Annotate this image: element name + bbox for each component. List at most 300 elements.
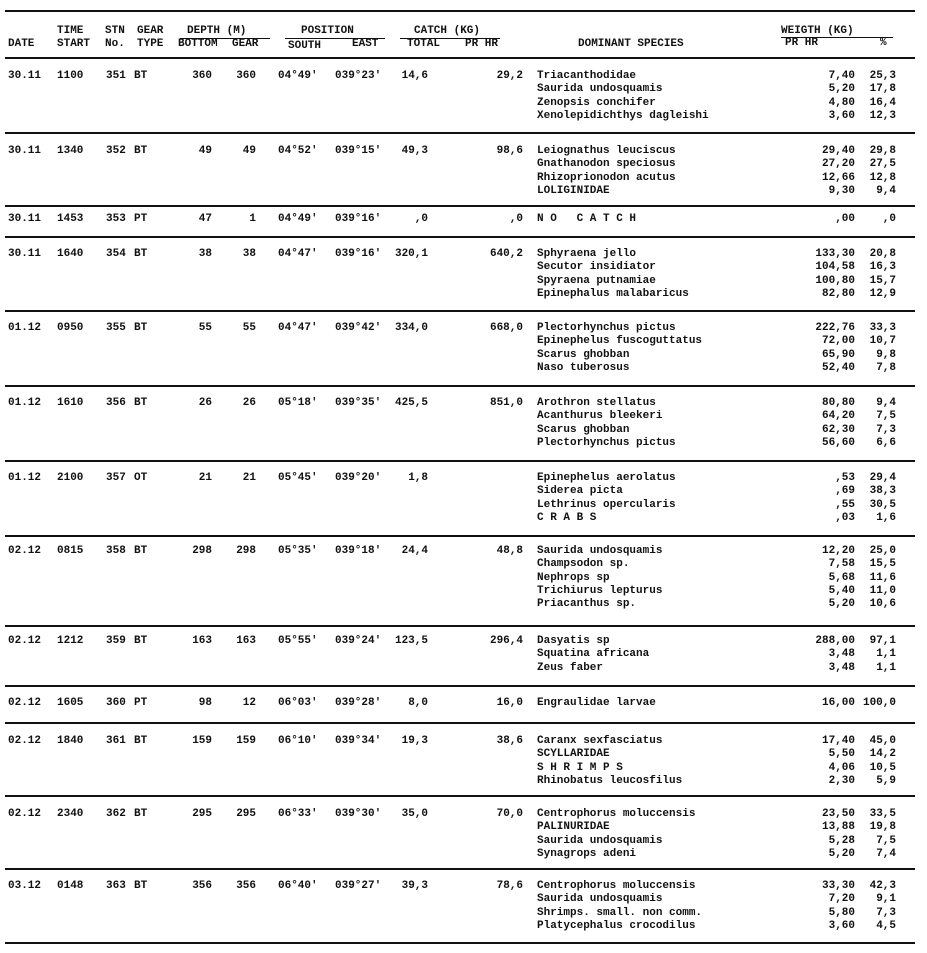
station-number-cell: 357	[106, 472, 126, 484]
gear-type-cell: BT	[134, 397, 148, 409]
row-separator	[5, 205, 915, 207]
species-weight-pct: 38,3	[869, 485, 896, 497]
date-cell: 01.12	[8, 472, 42, 484]
species-weight-pct: 17,8	[869, 83, 896, 95]
species-weight-pct: 20,8	[869, 248, 896, 260]
species-weight-prhr: 65,90	[821, 349, 855, 361]
species-name: Arothron stellatus	[537, 397, 656, 409]
species-weight-prhr: 82,80	[821, 288, 855, 300]
species-name: Saurida undosquamis	[537, 835, 663, 847]
position-south-cell: 05°35'	[278, 545, 318, 557]
species-weight-prhr: 7,40	[828, 70, 855, 82]
species-weight-prhr: 9,30	[828, 185, 855, 197]
header-stn: STN	[105, 25, 125, 37]
species-weight-pct: 15,7	[869, 275, 896, 287]
time-cell: 1840	[57, 735, 84, 747]
species-weight-prhr: 29,40	[821, 145, 855, 157]
depth-bottom-cell: 356	[192, 880, 212, 892]
species-weight-pct: 12,8	[869, 172, 896, 184]
gear-type-cell: BT	[134, 145, 148, 157]
position-south-cell: 06°40'	[278, 880, 318, 892]
catch-prhr-cell: 16,0	[496, 697, 523, 709]
species-name: Squatina africana	[537, 648, 650, 660]
catch-total-cell: 334,0	[394, 322, 428, 334]
catch-prhr-cell: 668,0	[489, 322, 523, 334]
species-weight-pct: 9,8	[876, 349, 896, 361]
species-weight-prhr: 80,80	[821, 397, 855, 409]
header-date: DATE	[8, 38, 35, 50]
depth-bottom-cell: 298	[192, 545, 212, 557]
row-separator	[5, 795, 915, 797]
depth-gear-cell: 360	[236, 70, 256, 82]
species-name: S H R I M P S	[537, 762, 623, 774]
species-weight-prhr: 5,28	[828, 835, 855, 847]
gear-type-cell: BT	[134, 635, 148, 647]
species-weight-prhr: 7,58	[828, 558, 855, 570]
species-weight-prhr: 222,76	[815, 322, 855, 334]
species-weight-pct: 29,8	[869, 145, 896, 157]
depth-gear-cell: 1	[249, 213, 256, 225]
species-name: Saurida undosquamis	[537, 83, 663, 95]
species-weight-prhr: ,55	[835, 499, 855, 511]
species-name: Epinephelus fuscoguttatus	[537, 335, 703, 347]
species-weight-pct: 11,0	[869, 585, 896, 597]
species-name: Saurida undosquamis	[537, 545, 663, 557]
station-number-cell: 352	[106, 145, 126, 157]
species-name: Saurida undosquamis	[537, 893, 663, 905]
position-east-cell: 039°27'	[335, 880, 382, 892]
date-cell: 02.12	[8, 735, 42, 747]
depth-bottom-cell: 159	[192, 735, 212, 747]
species-weight-pct: 11,6	[869, 572, 896, 584]
date-cell: 01.12	[8, 397, 42, 409]
station-number-cell: 362	[106, 808, 126, 820]
species-name: Plectorhynchus pictus	[537, 322, 676, 334]
row-separator	[5, 685, 915, 687]
species-name: Caranx sexfasciatus	[537, 735, 663, 747]
species-weight-pct: 7,5	[876, 410, 896, 422]
species-weight-pct: 9,1	[876, 893, 896, 905]
station-number-cell: 360	[106, 697, 126, 709]
species-weight-prhr: 16,00	[821, 697, 855, 709]
species-weight-pct: 16,4	[869, 97, 896, 109]
depth-bottom-cell: 21	[198, 472, 212, 484]
header-south: SOUTH	[288, 40, 322, 52]
header-catch-prhr: PR HR	[465, 38, 499, 50]
position-east-cell: 039°16'	[335, 248, 382, 260]
time-cell: 0815	[57, 545, 84, 557]
time-cell: 2340	[57, 808, 84, 820]
position-south-cell: 06°33'	[278, 808, 318, 820]
species-name: SCYLLARIDAE	[537, 748, 610, 760]
species-name: Shrimps. small. non comm.	[537, 907, 703, 919]
catch-total-cell: 49,3	[401, 145, 428, 157]
position-east-cell: 039°20'	[335, 472, 382, 484]
time-cell: 0148	[57, 880, 84, 892]
date-cell: 02.12	[8, 635, 42, 647]
species-weight-prhr: 12,20	[821, 545, 855, 557]
header-time: TIME	[57, 25, 84, 37]
position-east-cell: 039°30'	[335, 808, 382, 820]
species-weight-pct: 9,4	[876, 397, 896, 409]
species-name: Naso tuberosus	[537, 362, 630, 374]
catch-total-cell: 8,0	[408, 697, 428, 709]
species-name: Epinephelus aerolatus	[537, 472, 676, 484]
species-weight-prhr: 64,20	[821, 410, 855, 422]
species-weight-prhr: 5,20	[828, 848, 855, 860]
species-weight-prhr: 5,80	[828, 907, 855, 919]
species-weight-prhr: 17,40	[821, 735, 855, 747]
species-weight-pct: 29,4	[869, 472, 896, 484]
species-name: Gnathanodon speciosus	[537, 158, 676, 170]
catch-total-cell: 320,1	[394, 248, 428, 260]
species-weight-prhr: 12,66	[821, 172, 855, 184]
position-south-cell: 05°18'	[278, 397, 318, 409]
species-name: Rhizoprionodon acutus	[537, 172, 676, 184]
position-south-cell: 05°55'	[278, 635, 318, 647]
species-weight-pct: 9,4	[876, 185, 896, 197]
row-separator	[5, 535, 915, 537]
position-south-cell: 06°10'	[278, 735, 318, 747]
species-name: Scarus ghobban	[537, 424, 630, 436]
depth-gear-cell: 26	[242, 397, 256, 409]
depth-gear-cell: 21	[242, 472, 256, 484]
date-cell: 02.12	[8, 545, 42, 557]
species-weight-pct: 7,4	[876, 848, 896, 860]
species-weight-pct: 1,6	[876, 512, 896, 524]
species-weight-prhr: 23,50	[821, 808, 855, 820]
catch-prhr-cell: 70,0	[496, 808, 523, 820]
gear-type-cell: PT	[134, 697, 148, 709]
catch-prhr-cell: 38,6	[496, 735, 523, 747]
species-weight-pct: 25,3	[869, 70, 896, 82]
species-name: Platycephalus crocodilus	[537, 920, 696, 932]
position-south-cell: 04°49'	[278, 70, 318, 82]
header-weight-prhr: PR HR	[785, 37, 819, 49]
species-weight-prhr: ,53	[835, 472, 855, 484]
position-south-cell: 04°47'	[278, 248, 318, 260]
species-name: Triacanthodidae	[537, 70, 637, 82]
species-name: Siderea picta	[537, 485, 623, 497]
gear-type-cell: OT	[134, 472, 148, 484]
species-weight-prhr: ,03	[835, 512, 855, 524]
depth-bottom-cell: 49	[198, 145, 212, 157]
depth-gear-cell: 159	[236, 735, 256, 747]
species-weight-pct: 19,8	[869, 821, 896, 833]
species-weight-prhr: 13,88	[821, 821, 855, 833]
species-weight-pct: 100,0	[862, 697, 896, 709]
species-name: Centrophorus moluccensis	[537, 880, 696, 892]
depth-bottom-cell: 55	[198, 322, 212, 334]
species-name: Scarus ghobban	[537, 349, 630, 361]
gear-type-cell: BT	[134, 735, 148, 747]
date-cell: 02.12	[8, 697, 42, 709]
time-cell: 1605	[57, 697, 84, 709]
time-cell: 1453	[57, 213, 84, 225]
position-east-cell: 039°28'	[335, 697, 382, 709]
date-cell: 30.11	[8, 213, 42, 225]
catch-prhr-cell: 296,4	[489, 635, 523, 647]
station-number-cell: 354	[106, 248, 126, 260]
species-name: Engraulidae larvae	[537, 697, 656, 709]
species-name: Champsodon sp.	[537, 558, 630, 570]
station-number-cell: 358	[106, 545, 126, 557]
depth-gear-cell: 163	[236, 635, 256, 647]
species-name: Secutor insidiator	[537, 261, 656, 273]
species-weight-pct: 7,3	[876, 907, 896, 919]
date-cell: 30.11	[8, 70, 42, 82]
species-name: Trichiurus lepturus	[537, 585, 663, 597]
catch-prhr-cell: 78,6	[496, 880, 523, 892]
depth-bottom-cell: 163	[192, 635, 212, 647]
species-weight-pct: 45,0	[869, 735, 896, 747]
catch-total-cell: 425,5	[394, 397, 428, 409]
catch-total-cell: 1,8	[408, 472, 428, 484]
species-weight-pct: 1,1	[876, 648, 896, 660]
station-number-cell: 356	[106, 397, 126, 409]
species-weight-prhr: 4,06	[828, 762, 855, 774]
position-east-cell: 039°42'	[335, 322, 382, 334]
species-name: Epinephalus malabaricus	[537, 288, 689, 300]
row-separator	[5, 132, 915, 134]
species-weight-prhr: ,69	[835, 485, 855, 497]
species-weight-pct: 7,3	[876, 424, 896, 436]
position-south-cell: 04°47'	[278, 322, 318, 334]
species-weight-prhr: 52,40	[821, 362, 855, 374]
time-cell: 1212	[57, 635, 84, 647]
header-depth: DEPTH (M)	[187, 25, 247, 37]
species-weight-prhr: 3,60	[828, 920, 855, 932]
species-weight-prhr: 33,30	[821, 880, 855, 892]
species-weight-pct: 15,5	[869, 558, 896, 570]
station-number-cell: 351	[106, 70, 126, 82]
header-weight-pct: %	[880, 37, 887, 49]
depth-bottom-cell: 38	[198, 248, 212, 260]
time-cell: 1640	[57, 248, 84, 260]
header-rule	[5, 57, 915, 59]
species-name: Zenopsis conchifer	[537, 97, 656, 109]
gear-type-cell: BT	[134, 322, 148, 334]
row-separator	[5, 385, 915, 387]
species-name: LOLIGINIDAE	[537, 185, 610, 197]
gear-type-cell: BT	[134, 808, 148, 820]
time-cell: 1340	[57, 145, 84, 157]
header-position: POSITION	[301, 25, 354, 37]
depth-gear-cell: 295	[236, 808, 256, 820]
position-south-cell: 04°49'	[278, 213, 318, 225]
species-weight-pct: 14,2	[869, 748, 896, 760]
depth-bottom-cell: 47	[198, 213, 212, 225]
species-weight-prhr: 4,80	[828, 97, 855, 109]
time-cell: 2100	[57, 472, 84, 484]
position-east-cell: 039°23'	[335, 70, 382, 82]
species-weight-pct: 25,0	[869, 545, 896, 557]
species-weight-prhr: 7,20	[828, 893, 855, 905]
species-name: Rhinobatus leucosfilus	[537, 775, 683, 787]
depth-bottom-cell: 295	[192, 808, 212, 820]
catch-total-cell: 35,0	[401, 808, 428, 820]
position-south-cell: 05°45'	[278, 472, 318, 484]
station-number-cell: 355	[106, 322, 126, 334]
position-east-cell: 039°35'	[335, 397, 382, 409]
species-name: Acanthurus bleekeri	[537, 410, 663, 422]
gear-type-cell: BT	[134, 880, 148, 892]
species-weight-pct: 4,5	[876, 920, 896, 932]
species-name: Nephrops sp	[537, 572, 610, 584]
species-weight-prhr: 56,60	[821, 437, 855, 449]
time-cell: 0950	[57, 322, 84, 334]
time-cell: 1100	[57, 70, 84, 82]
date-cell: 03.12	[8, 880, 42, 892]
species-weight-prhr: 5,20	[828, 598, 855, 610]
position-south-cell: 06°03'	[278, 697, 318, 709]
position-east-cell: 039°16'	[335, 213, 382, 225]
header-weight: WEIGTH (KG)	[781, 25, 854, 37]
species-weight-pct: 16,3	[869, 261, 896, 273]
catch-prhr-cell: 640,2	[489, 248, 523, 260]
date-cell: 02.12	[8, 808, 42, 820]
header-stn-no: No.	[105, 38, 125, 50]
species-weight-pct: 12,3	[869, 110, 896, 122]
species-weight-pct: 27,5	[869, 158, 896, 170]
species-weight-pct: 7,8	[876, 362, 896, 374]
station-number-cell: 361	[106, 735, 126, 747]
catch-prhr-cell: 851,0	[489, 397, 523, 409]
catch-prhr-cell: 29,2	[496, 70, 523, 82]
gear-type-cell: BT	[134, 545, 148, 557]
catch-total-cell: 39,3	[401, 880, 428, 892]
header-gear-type: TYPE	[137, 38, 164, 50]
depth-bottom-cell: 26	[198, 397, 212, 409]
depth-gear-cell: 12	[242, 697, 256, 709]
catch-total-cell: 19,3	[401, 735, 428, 747]
catch-total-cell: 14,6	[401, 70, 428, 82]
row-separator	[5, 868, 915, 870]
catch-prhr-cell: ,0	[509, 213, 523, 225]
depth-gear-cell: 298	[236, 545, 256, 557]
row-separator	[5, 722, 915, 724]
species-weight-pct: 33,3	[869, 322, 896, 334]
header-depth-bottom: BOTTOM	[178, 38, 218, 50]
species-weight-prhr: 104,58	[815, 261, 855, 273]
species-weight-pct: 12,9	[869, 288, 896, 300]
header-species: DOMINANT SPECIES	[578, 38, 684, 50]
depth-bottom-cell: 360	[192, 70, 212, 82]
depth-bottom-cell: 98	[198, 697, 212, 709]
species-name: Dasyatis sp	[537, 635, 610, 647]
date-cell: 30.11	[8, 145, 42, 157]
catch-prhr-cell: 48,8	[496, 545, 523, 557]
species-weight-prhr: ,00	[835, 213, 855, 225]
species-weight-prhr: 133,30	[815, 248, 855, 260]
species-weight-pct: 10,5	[869, 762, 896, 774]
species-weight-prhr: 27,20	[821, 158, 855, 170]
species-weight-prhr: 288,00	[815, 635, 855, 647]
species-name: C R A B S	[537, 512, 597, 524]
row-separator	[5, 460, 915, 462]
species-name: Plectorhynchus pictus	[537, 437, 676, 449]
species-weight-pct: 6,6	[876, 437, 896, 449]
catch-total-cell: 24,4	[401, 545, 428, 557]
row-separator	[5, 625, 915, 627]
catch-prhr-cell: 98,6	[496, 145, 523, 157]
depth-gear-cell: 356	[236, 880, 256, 892]
species-name: Centrophorus moluccensis	[537, 808, 696, 820]
gear-type-cell: BT	[134, 248, 148, 260]
gear-type-cell: PT	[134, 213, 148, 225]
top-rule	[5, 10, 915, 12]
species-weight-prhr: 3,48	[828, 648, 855, 660]
species-weight-prhr: 100,80	[815, 275, 855, 287]
species-name: Spyraena putnamiae	[537, 275, 656, 287]
species-weight-prhr: 3,60	[828, 110, 855, 122]
species-name: Leiognathus leuciscus	[537, 145, 676, 157]
row-separator	[5, 942, 915, 944]
species-name: PALINURIDAE	[537, 821, 610, 833]
species-weight-prhr: 5,50	[828, 748, 855, 760]
species-weight-pct: 30,5	[869, 499, 896, 511]
date-cell: 01.12	[8, 322, 42, 334]
species-weight-prhr: 2,30	[828, 775, 855, 787]
species-weight-pct: 97,1	[869, 635, 896, 647]
header-catch-total: TOTAL	[407, 38, 441, 50]
header-east: EAST	[352, 38, 379, 50]
position-east-cell: 039°15'	[335, 145, 382, 157]
species-name: Xenolepidichthys dagleishi	[537, 110, 709, 122]
species-name: N O C A T C H	[537, 213, 637, 225]
species-name: Synagrops adeni	[537, 848, 637, 860]
species-weight-pct: 10,7	[869, 335, 896, 347]
species-weight-pct: 10,6	[869, 598, 896, 610]
depth-gear-cell: 55	[242, 322, 256, 334]
species-weight-pct: 42,3	[869, 880, 896, 892]
station-number-cell: 363	[106, 880, 126, 892]
species-name: Lethrinus opercularis	[537, 499, 676, 511]
depth-gear-cell: 38	[242, 248, 256, 260]
position-south-cell: 04°52'	[278, 145, 318, 157]
species-weight-prhr: 5,40	[828, 585, 855, 597]
date-cell: 30.11	[8, 248, 42, 260]
header-catch: CATCH (KG)	[414, 25, 481, 37]
species-weight-prhr: 72,00	[821, 335, 855, 347]
species-name: Priacanthus sp.	[537, 598, 637, 610]
gear-type-cell: BT	[134, 70, 148, 82]
species-weight-pct: 7,5	[876, 835, 896, 847]
species-weight-prhr: 62,30	[821, 424, 855, 436]
species-weight-pct: 33,5	[869, 808, 896, 820]
species-weight-pct: 1,1	[876, 662, 896, 674]
catch-total-cell: ,0	[414, 213, 428, 225]
position-east-cell: 039°18'	[335, 545, 382, 557]
row-separator	[5, 310, 915, 312]
position-east-cell: 039°34'	[335, 735, 382, 747]
species-weight-prhr: 3,48	[828, 662, 855, 674]
station-number-cell: 353	[106, 213, 126, 225]
catch-total-cell: 123,5	[394, 635, 428, 647]
species-weight-prhr: 5,68	[828, 572, 855, 584]
row-separator	[5, 236, 915, 238]
species-weight-pct: ,0	[882, 213, 896, 225]
species-weight-prhr: 5,20	[828, 83, 855, 95]
time-cell: 1610	[57, 397, 84, 409]
station-number-cell: 359	[106, 635, 126, 647]
depth-gear-cell: 49	[242, 145, 256, 157]
header-time-start: START	[57, 38, 91, 50]
header-depth-gear: GEAR	[232, 38, 259, 50]
species-name: Zeus faber	[537, 662, 604, 674]
header-gear: GEAR	[137, 25, 164, 37]
species-weight-pct: 5,9	[876, 775, 896, 787]
